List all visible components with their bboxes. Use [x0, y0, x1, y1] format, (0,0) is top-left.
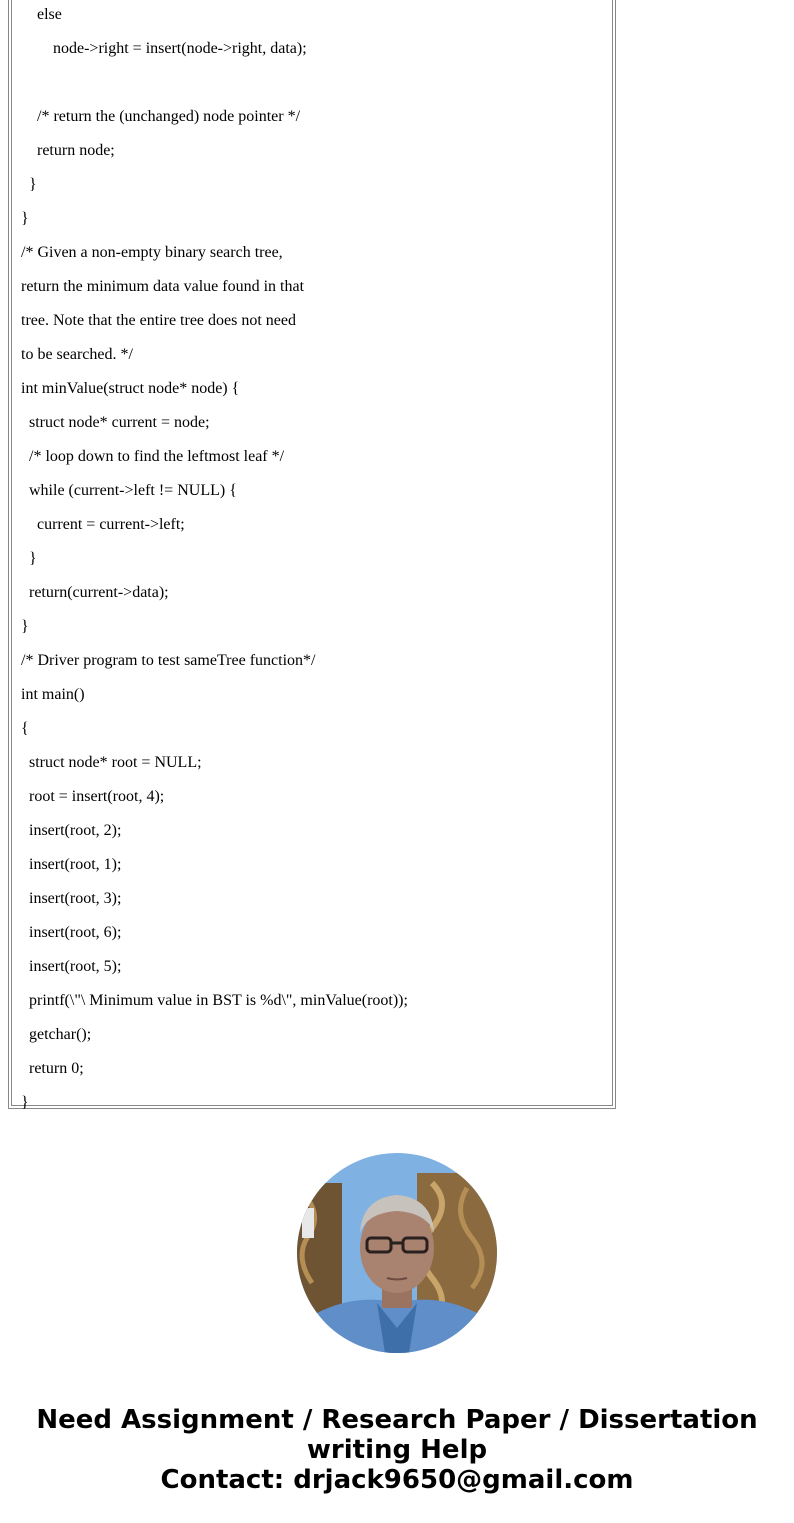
- contact-email: Contact: drjack9650@gmail.com: [160, 1465, 634, 1495]
- code-line: int main(): [21, 686, 85, 703]
- code-line: }: [21, 550, 37, 567]
- code-line: /* return the (unchanged) node pointer */: [21, 108, 301, 125]
- code-line: root = insert(root, 4);: [21, 788, 165, 805]
- cta-line-2: writing Help: [306, 1435, 488, 1465]
- code-line: struct node* root = NULL;: [21, 754, 202, 771]
- code-line: while (current->left != NULL) {: [21, 482, 237, 499]
- code-line: }: [21, 1094, 29, 1111]
- code-line: to be searched. */: [21, 346, 133, 363]
- code-line: printf(\"\ Minimum value in BST is %d\", minValue(root));: [21, 992, 408, 1009]
- code-line: }: [21, 210, 29, 227]
- code-line: tree. Note that the entire tree does not need: [21, 312, 296, 329]
- code-line: current = current->left;: [21, 516, 185, 533]
- code-line: /* Driver program to test sameTree function*/: [21, 652, 316, 669]
- code-line: return(current->data);: [21, 584, 169, 601]
- code-line: struct node* current = node;: [21, 414, 210, 431]
- code-line: insert(root, 6);: [21, 924, 122, 941]
- code-line: node->right = insert(node->right, data);: [21, 40, 307, 57]
- code-line: }: [21, 618, 29, 635]
- code-line: insert(root, 2);: [21, 822, 122, 839]
- code-line: }: [21, 176, 37, 193]
- code-line: return 0;: [21, 1060, 84, 1077]
- cta-line-1: Need Assignment / Research Paper / Dissertation: [36, 1405, 758, 1435]
- code-line: getchar();: [21, 1026, 92, 1043]
- code-line: /* Given a non-empty binary search tree,: [21, 244, 283, 261]
- code-line: insert(root, 3);: [21, 890, 122, 907]
- author-portrait: [297, 1153, 497, 1353]
- code-line: return the minimum data value found in that: [21, 278, 305, 295]
- code-line: else: [21, 6, 62, 23]
- code-line: int minValue(struct node* node) {: [21, 380, 240, 397]
- code-block: [8, 0, 616, 1109]
- code-line: {: [21, 720, 29, 737]
- author-avatar: [297, 1153, 497, 1353]
- code-line: return node;: [21, 142, 115, 159]
- code-line: insert(root, 1);: [21, 856, 122, 873]
- code-line: insert(root, 5);: [21, 958, 122, 975]
- code-line: /* loop down to find the leftmost leaf */: [21, 448, 285, 465]
